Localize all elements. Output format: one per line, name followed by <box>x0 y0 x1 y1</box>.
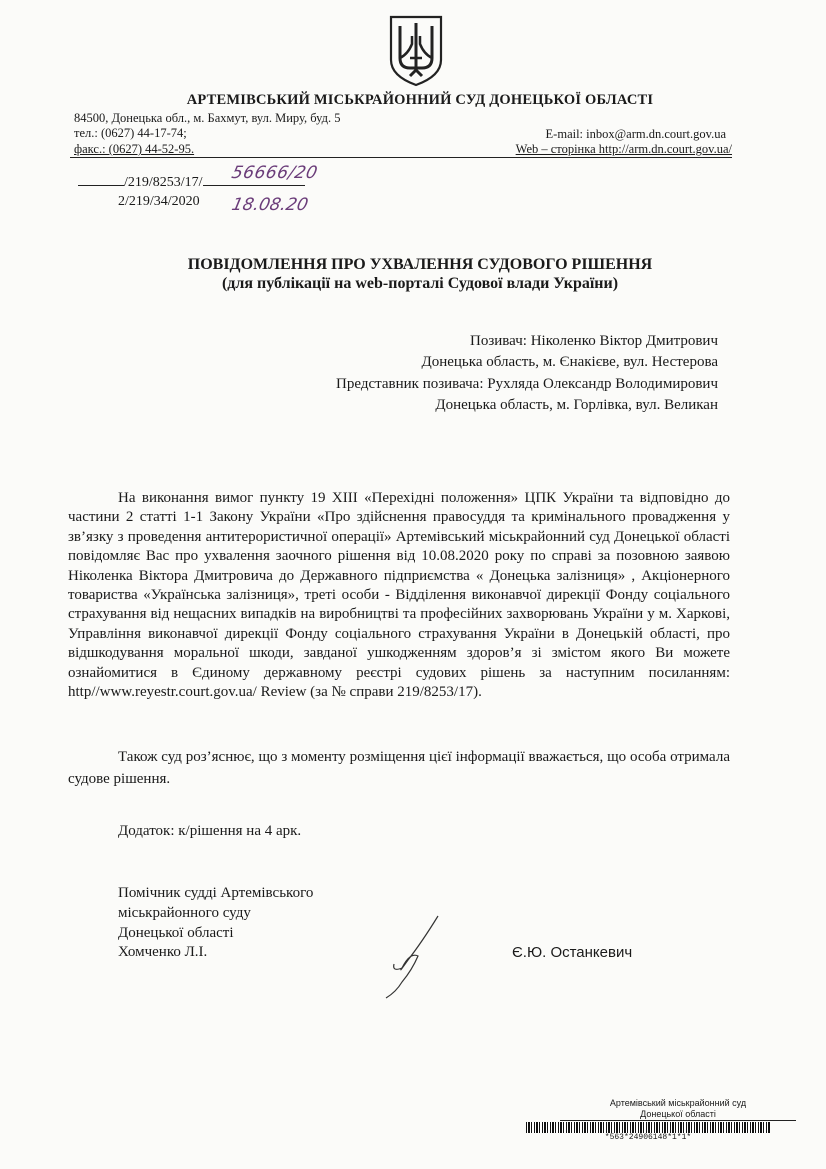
main-paragraph <box>68 489 730 702</box>
outgoing-number-printed: /219/8253/17/ <box>124 175 203 190</box>
court-phone: тел.: (0627) 44-17-74; <box>74 126 187 140</box>
attachment-note: Додаток: к/рішення на 4 арк. <box>118 823 302 839</box>
main-paragraph-text: На виконання вимог пункту 19 ХІІІ «Перехідні положення» ЦПК України та відповідно до частини 2 статті 1-1 Закону України «Про здійснення правосуддя та кримінального провадження у зв’язку з проведення антитерористичної операції» Артемівський міськрайонний суд Донецької області повідомляє Вас про ухвалення заочного рішення від 10.08.2020 року по справі за позовною заявою Ніколенка Віктора Дмитровича до Державного підприємства « Донецька залізниця» , Акціонерного товариства «Українська залізниця», треті особи - Відділення виконавчої дирекції Фонду соціального страхування від нещасних випадків на виробництві та професійних захворювань України у м. Харкові, Управління виконавчої дирекції Фонду соціального страхування України в Донецькій області, про відшкодування моральної шкоди, завданої ушкодженням здоров’я зі змістом якого Ви можете ознайомитися в Єдиному державному реєстрі судових рішень за наступним посиланням: http//www.reyestr.court.gov.ua/ Review (за № справи 219/8253/17). <box>68 490 730 701</box>
judge-name: Є.Ю. Останкевич <box>512 944 633 961</box>
notice-title: ПОВІДОМЛЕННЯ ПРО УХВАЛЕННЯ СУДОВОГО РІШЕННЯ <box>187 256 653 273</box>
signer-name: Хомченко Л.І. <box>118 944 208 961</box>
court-name: АРТЕМІВСЬКИЙ МІСЬКРАЙОННИЙ СУД ДОНЕЦЬКОЇ ОБЛАСТІ <box>186 92 654 108</box>
case-number-printed: 2/219/34/2020 <box>118 194 200 209</box>
notice-subtitle: (для публікації на web-порталі Судової влади України) <box>221 275 619 292</box>
signer-position-line1: Помічник судді Артемівського <box>118 885 314 901</box>
second-paragraph <box>68 746 730 790</box>
barcode-icon <box>526 1122 770 1133</box>
signer-position-line2: міськрайонного суду <box>118 904 251 921</box>
letterhead-divider <box>70 157 732 158</box>
second-paragraph-text: Також суд роз’яснює, що з моменту розміщення цієї інформації вважається, що особа отримала судове рішення. <box>68 749 730 787</box>
signer-block <box>118 884 313 963</box>
plaintiff-line: Позивач: Ніколенко Віктор Дмитрович <box>470 333 718 349</box>
representative-address-line: Донецька область, м. Горлівка, вул. Великан <box>435 396 718 413</box>
notice-heading <box>100 255 740 293</box>
court-website: Web – сторінка http://arm.dn.court.gov.ua/ <box>515 142 732 156</box>
parties-block <box>200 331 718 416</box>
blank-underline <box>78 173 124 186</box>
court-email: E-mail: inbox@arm.dn.court.gov.ua <box>545 127 726 141</box>
representative-line: Представник позивача: Рухляда Олександр Володимирович <box>336 375 718 392</box>
barcode-number: *563*24906148*1*1* <box>604 1133 692 1142</box>
stamp-line1: Артемівський міськрайонний суд <box>609 1098 747 1108</box>
trident-coat-of-arms-icon <box>388 14 444 88</box>
signature-image <box>372 912 452 1002</box>
court-fax: факс.: (0627) 44-52-95. <box>74 142 195 156</box>
court-address: 84500, Донецька обл., м. Бахмут, вул. Миру, буд. 5 <box>74 111 341 125</box>
plaintiff-address-line: Донецька область, м. Єнакієве, вул. Нестерова <box>421 354 718 371</box>
stamp-line2: Донецької області <box>560 1109 796 1121</box>
handwritten-date: 18.08.20 <box>229 195 310 215</box>
registry-stamp <box>560 1098 796 1121</box>
handwritten-outgoing-number: 56666/20 <box>229 163 320 183</box>
signer-position-line3: Донецької області <box>118 924 234 941</box>
